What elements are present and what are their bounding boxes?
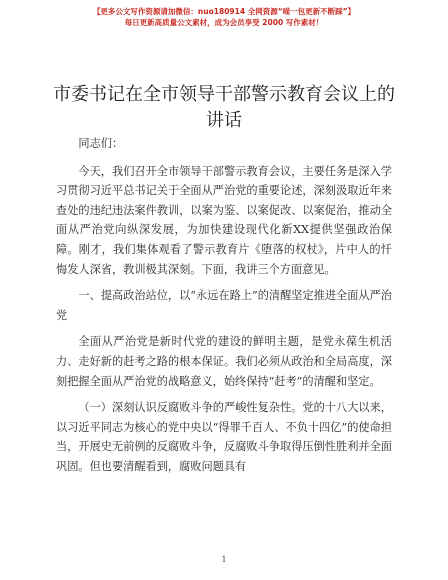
section-heading-1: 一、提高政治站位，以“永远在路上”的清醒坚定推进全面从严治党 xyxy=(56,289,392,322)
document-body xyxy=(56,134,392,484)
promo-banner-line-1: 【更多公文写作资源请加微信：nuo180914 全网资源“喵一包更新不断踩”】 xyxy=(92,7,356,16)
salutation: 同志们： xyxy=(78,137,124,150)
promo-banner-line-2: 每日更新高质量公文素材，成为会员享受 2000 写作素材！ xyxy=(124,18,324,27)
paragraph-subsection-1: （一）深刻认识反腐败斗争的严峻性复杂性。党的十八大以来，以习近平同志为核心的党中央以“得罪千百人、不负十四亿”的使命担当，开展史无前例的反腐败斗争，反腐败斗争取得压倒性胜利并全面巩固。但也要清醒看到，腐败问题具有 xyxy=(56,401,392,473)
promo-banner xyxy=(0,6,448,28)
page-number: 1 xyxy=(221,555,227,564)
paragraph-intro: 今天，我们召开全市领导干部警示教育会议，主要任务是深入学习贯彻习近平总书记关于全面从严治党的重要论述，深刻汲取近年来查处的违纪违法案件教训，以案为鉴、以案促改、以案促治，推动全面从严治党向纵深发展，为加快建设现代化新XX提供坚强政治保障。刚才，我们集体观看了警示教育片《堕落的权杖》，片中人的忏悔发人深省，教训极其深刻。下面，我讲三个方面意见。 xyxy=(56,164,392,276)
paragraph-section-1: 全面从严治党是新时代党的建设的鲜明主题，是党永葆生机活力、走好新的赶考之路的根本保证。我们必须从政治和全局高度，深刻把握全面从严治党的战略意义，始终保持“赶考”的清醒和坚定。 xyxy=(56,335,392,388)
document-title: 市委书记在全市领导干部警示教育会议上的讲话 xyxy=(53,84,395,131)
